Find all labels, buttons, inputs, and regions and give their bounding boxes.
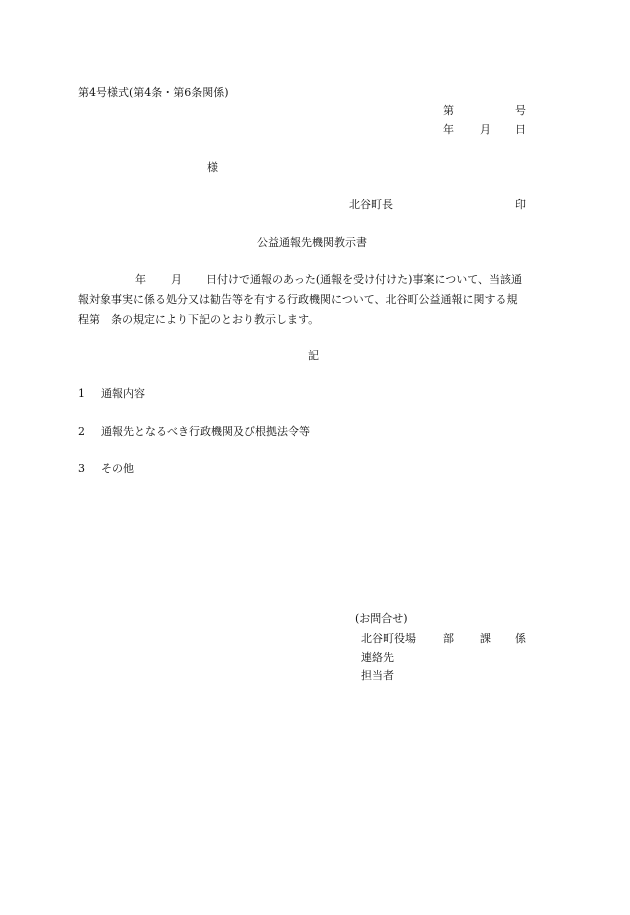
item-2 — [78, 426, 310, 437]
body-line-3-start: 程第 — [78, 313, 100, 326]
item-text: 通報内容 — [101, 387, 145, 400]
contact-person-label: 担当者 — [361, 669, 394, 682]
addressee-suffix: 様 — [207, 161, 218, 174]
body-line-2: 報対象事実に係る処分又は勧告等を有する行政機関について、北谷町公益通報に関する規 — [78, 293, 518, 306]
item-3 — [78, 463, 134, 474]
date-day: 日 — [515, 123, 526, 136]
item-text: その他 — [101, 462, 134, 475]
date-year: 年 — [443, 123, 454, 136]
form-label: 第4号様式(第4条・第6条関係) — [78, 86, 229, 99]
item-1 — [78, 388, 145, 399]
contact-heading: (お問合せ) — [355, 612, 408, 625]
item-number: 3 — [78, 462, 85, 475]
number-suffix: 号 — [515, 104, 526, 117]
seal-mark: 印 — [515, 198, 526, 211]
body-line-1 — [78, 270, 550, 290]
body-line-1-text: 日付けで通報のあった(通報を受け付けた)事案について、当該通 — [206, 273, 523, 286]
body-month: 月 — [171, 273, 182, 286]
body-paragraph — [78, 270, 550, 330]
document-title: 公益通報先機関教示書 — [257, 236, 367, 249]
body-line-3-text: 条の規定により下記のとおり教示します。 — [111, 313, 320, 326]
item-number: 2 — [78, 425, 85, 438]
item-text: 通報先となるべき行政機関及び根拠法令等 — [101, 425, 310, 438]
contact-bu: 部 — [443, 632, 454, 645]
date-month: 月 — [480, 123, 491, 136]
item-number: 1 — [78, 387, 85, 400]
sender-title: 北谷町長 — [349, 198, 393, 211]
body-line-3 — [78, 310, 550, 330]
contact-phone-label: 連絡先 — [361, 651, 394, 664]
ki-heading: 記 — [308, 349, 319, 362]
contact-ka: 課 — [480, 632, 491, 645]
contact-kakari: 係 — [515, 632, 526, 645]
body-year: 年 — [135, 273, 146, 286]
contact-office: 北谷町役場 — [361, 632, 416, 645]
number-prefix: 第 — [443, 104, 454, 117]
